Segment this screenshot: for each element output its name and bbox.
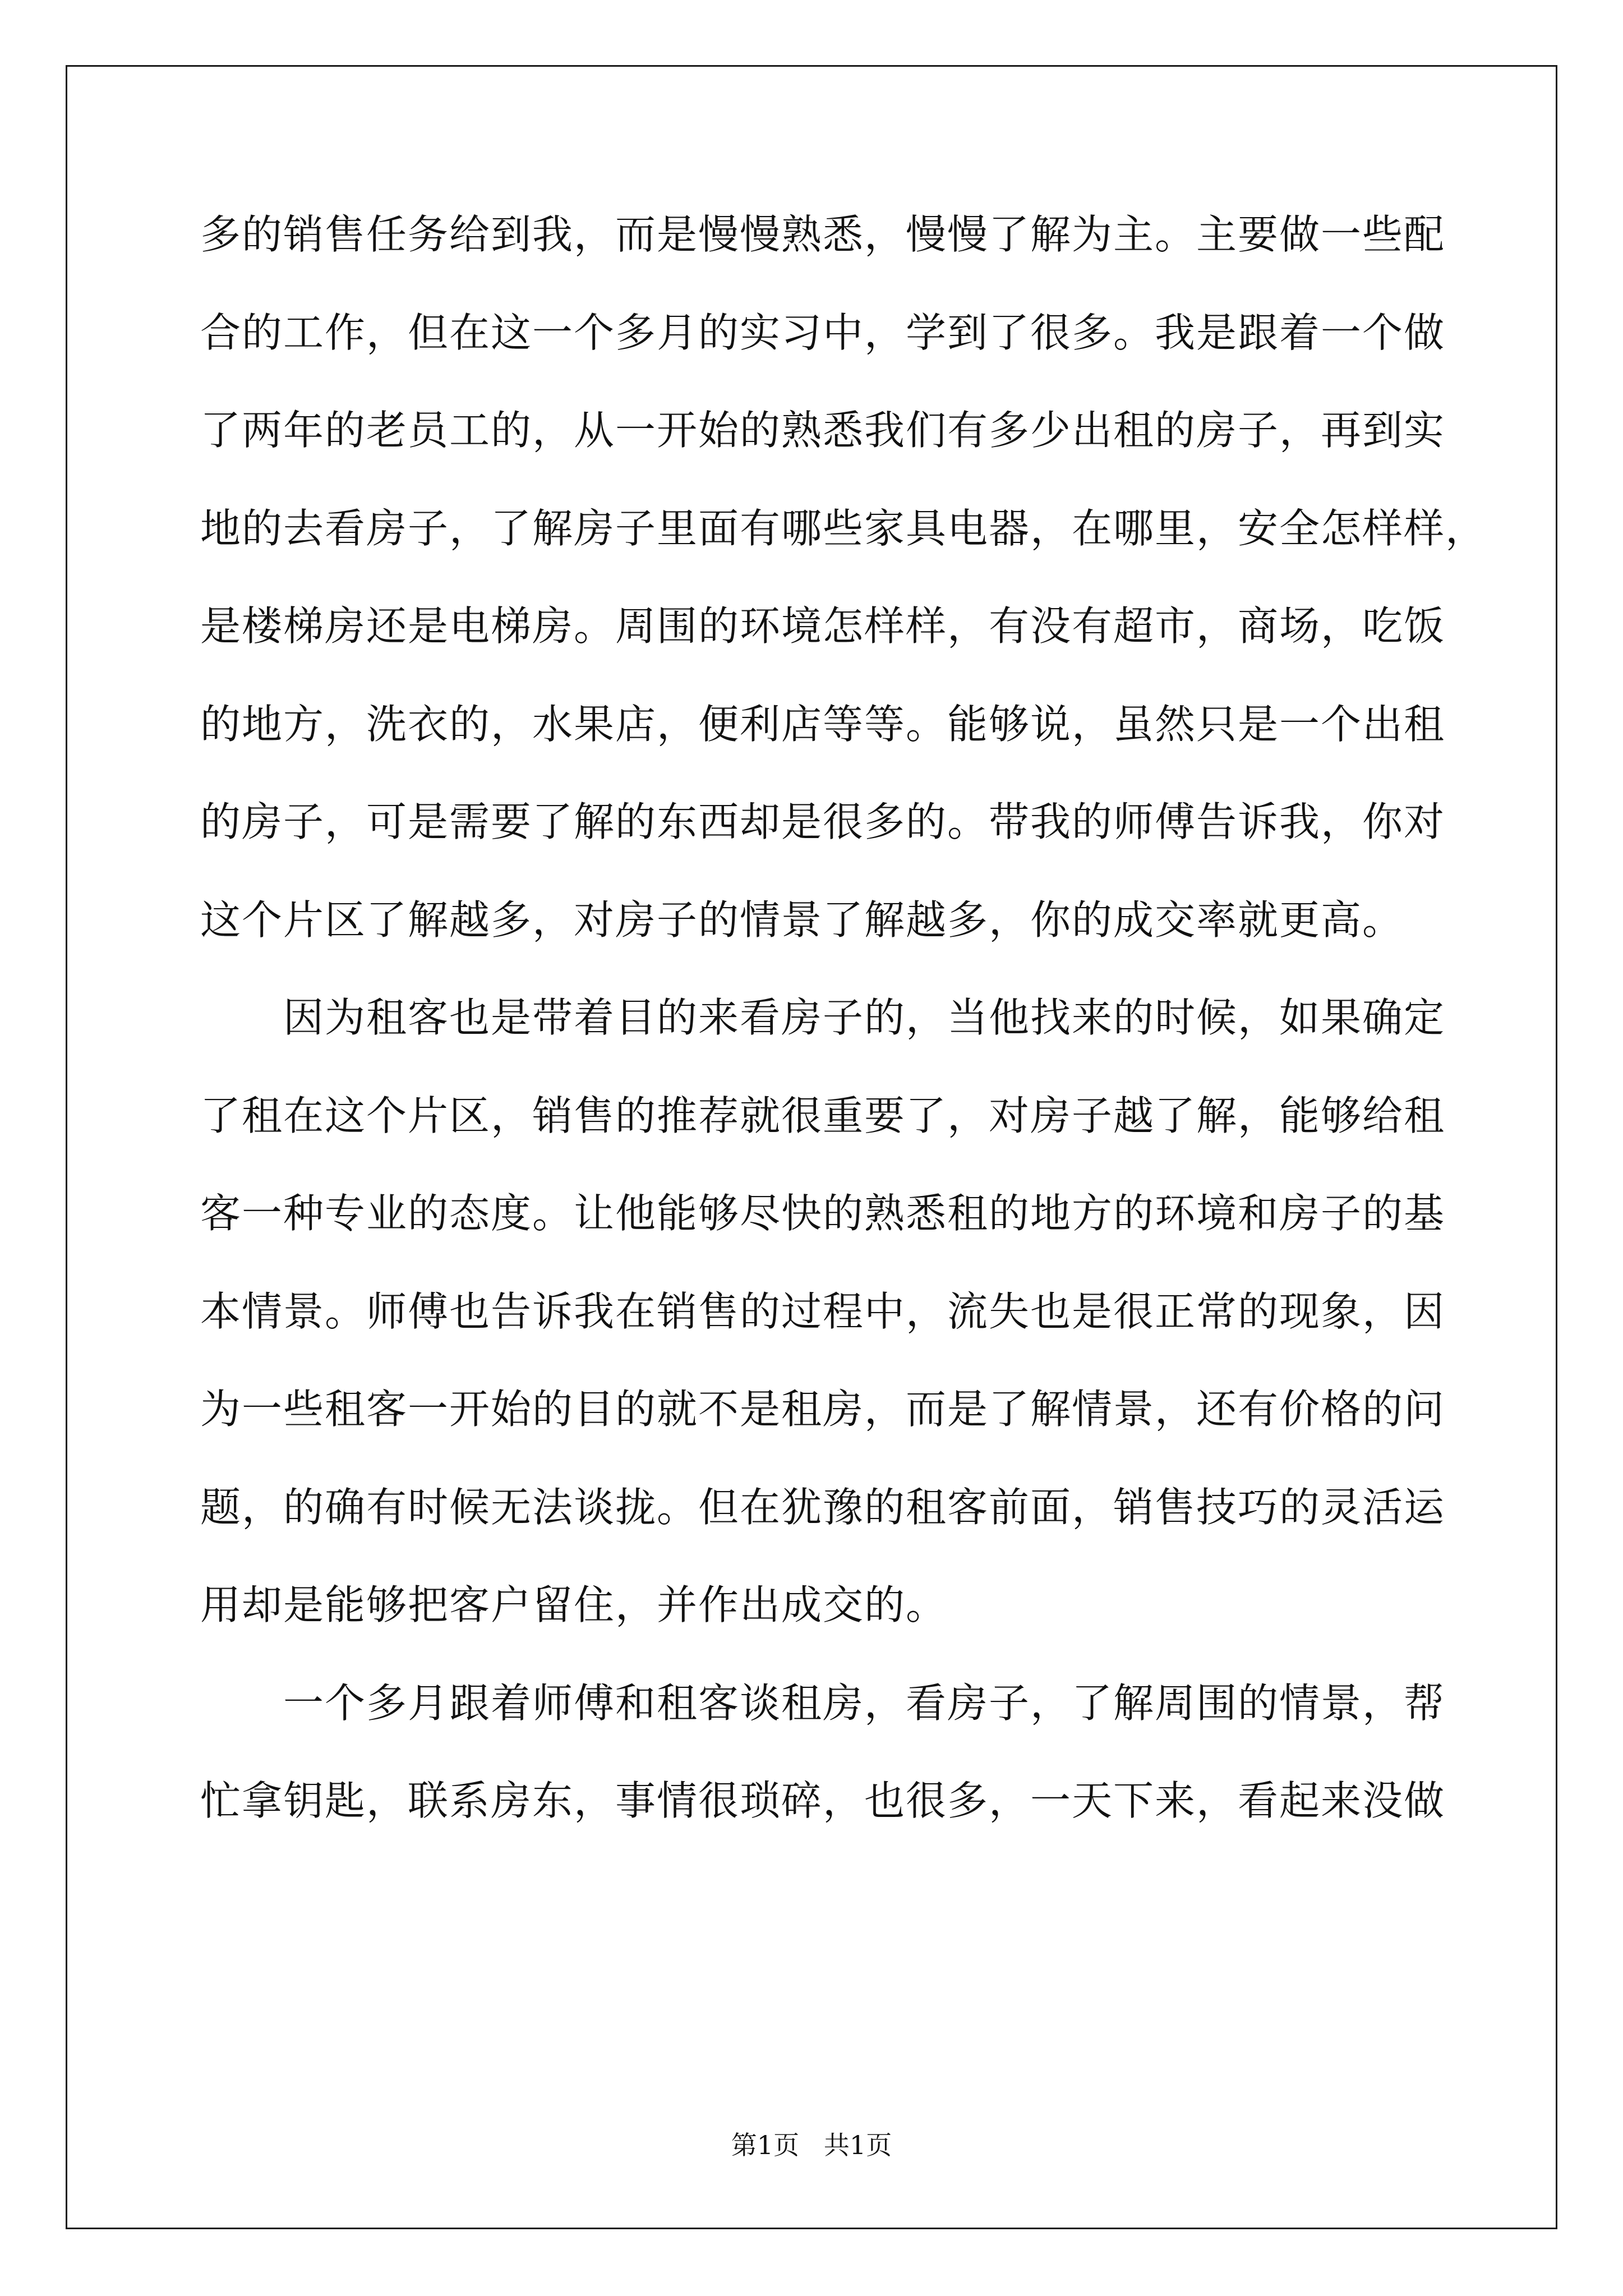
text-line: 忙拿钥匙，联系房东，事情很琐碎，也很多，一天下来，看起来没做 <box>200 1777 1446 1824</box>
text-line: 合的工作，但在这一个多月的实习中，学到了很多。我是跟着一个做 <box>200 309 1446 356</box>
text-line: 的地方，洗衣的，水果店，便利店等等。能够说，虽然只是一个出租 <box>200 700 1446 748</box>
text-line: 了两年的老员工的，从一开始的熟悉我们有多少出租的房子，再到实 <box>200 407 1446 454</box>
page-footer: 第1页 共1页 <box>731 2130 892 2160</box>
text-line: 的房子，可是需要了解的东西却是很多的。带我的师傅告诉我，你对 <box>200 798 1446 845</box>
text-line: 这个片区了解越多，对房子的情景了解越多，你的成交率就更高。 <box>200 896 1404 944</box>
text-line: 本情景。师傅也告诉我在销售的过程中，流失也是很正常的现象，因 <box>200 1287 1446 1335</box>
text-line: 客一种专业的态度。让他能够尽快的熟悉租的地方的环境和房子的基 <box>200 1190 1446 1237</box>
text-line: 题，的确有时候无法谈拢。但在犹豫的租客前面，销售技巧的灵活运 <box>200 1483 1446 1531</box>
document-body <box>200 201 1487 1865</box>
text-line: 是楼梯房还是电梯房。周围的环境怎样样，有没有超市，商场，吃饭 <box>200 602 1446 650</box>
text-line: 多的销售任务给到我，而是慢慢熟悉，慢慢了解为主。主要做一些配 <box>200 211 1446 258</box>
text-line: 用却是能够把客户留住，并作出成交的。 <box>200 1581 948 1628</box>
text-line: 了租在这个片区，销售的推荐就很重要了，对房子越了解，能够给租 <box>200 1092 1446 1139</box>
text-line: 为一些租客一开始的目的就不是租房，而是了解情景，还有价格的问 <box>200 1386 1446 1433</box>
paragraph-start-line: 因为租客也是带着目的来看房子的，当他找来的时候，如果确定 <box>283 994 1446 1041</box>
paragraph-start-line: 一个多月跟着师傅和租客谈租房，看房子，了解周围的情景，帮 <box>283 1679 1446 1727</box>
text-line: 地的去看房子，了解房子里面有哪些家具电器，在哪里，安全怎样样， <box>200 504 1487 552</box>
